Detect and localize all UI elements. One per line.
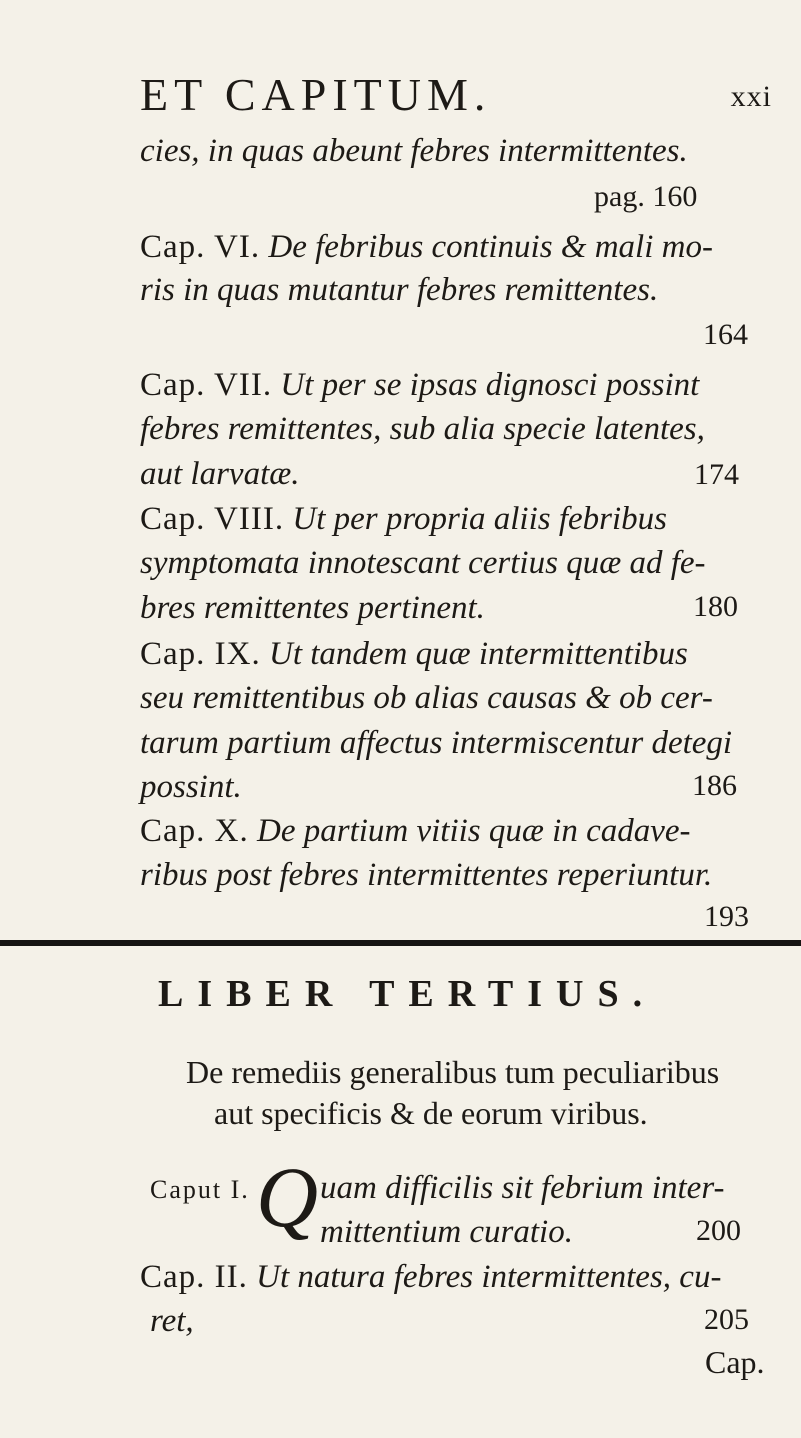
chapter-label: Cap. II.: [140, 1259, 248, 1295]
chapter-label: Cap. VIII.: [140, 501, 285, 537]
page-number: 164: [703, 318, 748, 351]
header-title: ET CAPITUM.: [140, 69, 492, 120]
chapter-label: Cap. IX.: [140, 636, 261, 672]
toc-entry-cap-viii: [140, 499, 801, 539]
page-number: 193: [704, 900, 749, 933]
toc-line: ribus post febres intermittentes reperiuntur.: [140, 857, 713, 893]
toc-line: cies, in quas abeunt febres intermittentes.: [140, 133, 688, 169]
book-heading: LIBER TERTIUS.: [158, 973, 657, 1015]
catchword: Cap.: [705, 1344, 765, 1380]
toc-entry-cap-x: [140, 811, 801, 851]
book-subtitle: aut specificis & de eorum viribus.: [214, 1095, 648, 1131]
page-number: 205: [704, 1303, 749, 1336]
drop-capital: Q: [256, 1149, 319, 1245]
toc-entry-cap-vii: [140, 365, 801, 405]
toc-line: symptomata innotescant certius quæ ad fe-: [140, 545, 706, 581]
running-header: [140, 68, 772, 128]
toc-line: De febribus continuis & mali mo-: [268, 229, 713, 265]
page-number: 200: [696, 1214, 741, 1247]
toc-line: uam difficilis sit febrium inter-: [320, 1170, 725, 1206]
toc-line: ris in quas mutantur febres remittentes.: [140, 272, 659, 308]
toc-line: bres remittentes pertinent.: [140, 590, 485, 626]
page-number: 174: [694, 458, 739, 491]
chapter-label: Caput I.: [150, 1175, 250, 1204]
folio-number: xxi: [730, 80, 772, 113]
chapter-label: Cap. VI.: [140, 229, 261, 265]
toc-line: Ut natura febres intermittentes, cu-: [256, 1259, 722, 1295]
page-number: 186: [692, 769, 737, 802]
toc-entry-cap-ix: [140, 634, 801, 674]
chapter-label: Cap. X.: [140, 813, 249, 849]
toc-line: tarum partium affectus intermiscentur detegi: [140, 725, 733, 761]
toc-line: febres remittentes, sub alia specie latentes,: [140, 411, 705, 447]
toc-line: De partium vitiis quæ in cadave-: [257, 813, 691, 849]
toc-line: Ut per se ipsas dignosci possint: [280, 367, 700, 403]
toc-line: seu remittentibus ob alias causas & ob cer-: [140, 680, 713, 716]
section-divider: [0, 940, 801, 946]
page-number: 180: [693, 590, 738, 623]
chapter-label: Cap. VII.: [140, 367, 273, 403]
book-subtitle: De remediis generalibus tum peculiaribus: [186, 1054, 720, 1090]
toc-line: Ut per propria aliis febribus: [292, 501, 668, 537]
toc-entry-cap-ii: [140, 1257, 801, 1297]
toc-line: aut larvatæ.: [140, 456, 300, 492]
toc-line: Ut tandem quæ intermittentibus: [268, 636, 688, 672]
toc-line: mittentium curatio.: [320, 1214, 573, 1250]
toc-line: ret,: [150, 1303, 194, 1339]
toc-entry-cap-vi: [140, 227, 801, 267]
toc-line: possint.: [140, 769, 242, 805]
page-number: pag. 160: [594, 180, 698, 213]
